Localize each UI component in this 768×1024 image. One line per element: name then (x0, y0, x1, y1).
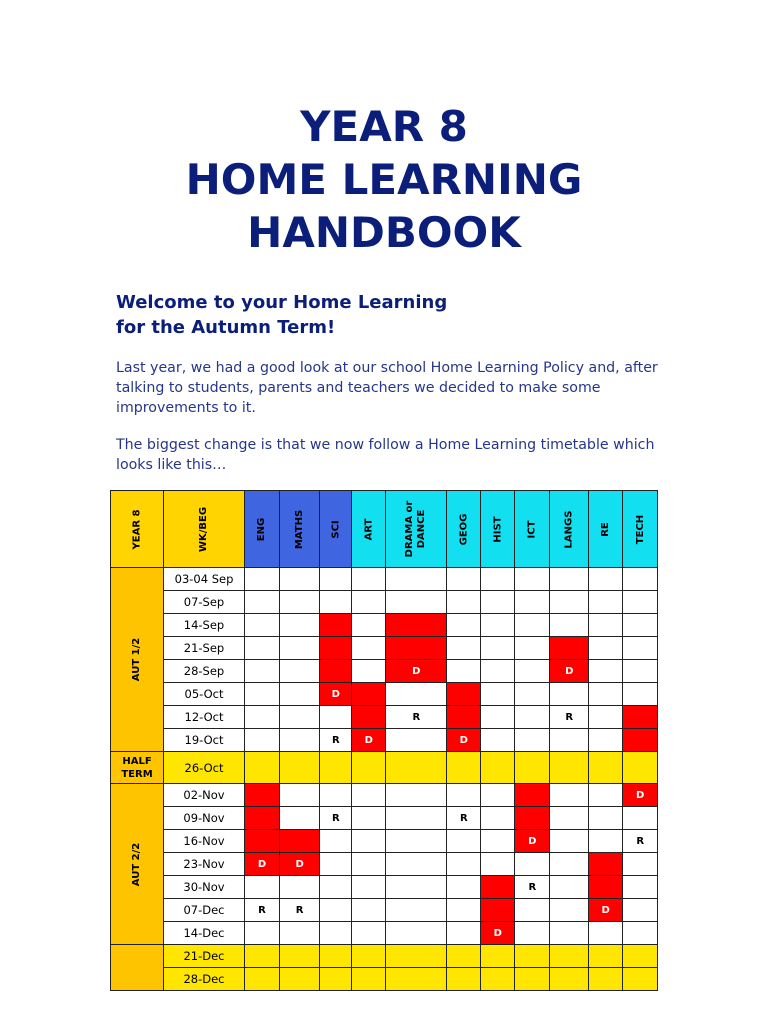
timetable-cell (623, 853, 658, 876)
timetable-cell (481, 945, 515, 968)
timetable-cell (245, 637, 280, 660)
timetable-cell (589, 591, 623, 614)
timetable-cell (447, 830, 481, 853)
timetable-cell: D (550, 660, 589, 683)
timetable-cell (481, 568, 515, 591)
timetable-cell (550, 614, 589, 637)
timetable-cell: D (386, 660, 447, 683)
welcome-heading-line-2: for the Autumn Term! (116, 317, 336, 338)
timetable-cell (550, 853, 589, 876)
timetable-body (111, 491, 658, 991)
week-date-cell: 21-Dec (164, 945, 245, 968)
timetable-cell (515, 706, 550, 729)
timetable-cell (623, 899, 658, 922)
timetable-cell (481, 968, 515, 991)
timetable-cell (352, 568, 386, 591)
week-date-cell: 05-Oct (164, 683, 245, 706)
timetable-cell: D (481, 922, 515, 945)
timetable-row (111, 968, 658, 991)
timetable-row (111, 637, 658, 660)
timetable-cell (447, 637, 481, 660)
timetable-cell (550, 876, 589, 899)
timetable-cell: R (245, 899, 280, 922)
timetable-cell (550, 591, 589, 614)
timetable-cell (589, 637, 623, 660)
timetable-cell (589, 968, 623, 991)
timetable-cell (352, 876, 386, 899)
timetable-cell (623, 752, 658, 784)
timetable-cell (280, 683, 320, 706)
subject-header-sci (320, 491, 352, 568)
timetable-cell (515, 729, 550, 752)
timetable-cell (447, 660, 481, 683)
timetable-cell (589, 922, 623, 945)
timetable-cell (386, 614, 447, 637)
timetable-cell (245, 922, 280, 945)
half-term-label-1: HALF (122, 755, 152, 767)
timetable-cell (550, 729, 589, 752)
timetable-cell: R (386, 706, 447, 729)
timetable-cell (623, 922, 658, 945)
timetable-cell: R (320, 729, 352, 752)
timetable-cell: D (352, 729, 386, 752)
timetable-cell (352, 591, 386, 614)
subject-label: ICT (526, 520, 538, 538)
half-term-label-2: TERM (121, 768, 153, 780)
timetable-cell: R (447, 807, 481, 830)
timetable-row (111, 568, 658, 591)
timetable-cell (515, 922, 550, 945)
timetable-cell (352, 752, 386, 784)
timetable-cell (515, 752, 550, 784)
timetable-row (111, 729, 658, 752)
timetable-cell (280, 807, 320, 830)
week-date-cell: 30-Nov (164, 876, 245, 899)
timetable-cell (589, 568, 623, 591)
subject-header-maths (280, 491, 320, 568)
subject-header-geog (447, 491, 481, 568)
week-date-cell: 21-Sep (164, 637, 245, 660)
timetable-cell (320, 591, 352, 614)
timetable-cell (386, 568, 447, 591)
timetable-cell (280, 614, 320, 637)
timetable-cell (515, 853, 550, 876)
timetable-cell (320, 568, 352, 591)
timetable-cell (515, 899, 550, 922)
subject-label: SCI (330, 519, 342, 539)
timetable-cell (386, 683, 447, 706)
week-date-cell: 26-Oct (164, 752, 245, 784)
subject-header-drama-or-dance (386, 491, 447, 568)
timetable-cell (320, 614, 352, 637)
subject-label: DRAMA or DANCE (404, 500, 428, 558)
term-aut2-label: AUT 2/2 (131, 842, 143, 886)
timetable-cell (245, 683, 280, 706)
subject-label: MATHS (294, 509, 306, 549)
timetable-cell: R (515, 876, 550, 899)
timetable-cell (386, 876, 447, 899)
timetable-cell (320, 706, 352, 729)
subject-header-tech (623, 491, 658, 568)
week-date-cell: 03-04 Sep (164, 568, 245, 591)
timetable-cell (280, 876, 320, 899)
timetable-cell (623, 945, 658, 968)
timetable-cell (352, 830, 386, 853)
timetable-cell (515, 807, 550, 830)
timetable-cell (245, 968, 280, 991)
timetable-row (111, 706, 658, 729)
welcome-heading-line-1: Welcome to your Home Learning (116, 292, 448, 313)
timetable-cell (589, 752, 623, 784)
subject-header-eng (245, 491, 280, 568)
timetable-cell: D (515, 830, 550, 853)
timetable-cell (481, 683, 515, 706)
timetable-cell (515, 945, 550, 968)
timetable-cell (386, 807, 447, 830)
timetable-row (111, 784, 658, 807)
timetable-cell (550, 830, 589, 853)
timetable-cell (589, 784, 623, 807)
timetable-row (111, 876, 658, 899)
subject-label: HIST (492, 515, 504, 543)
timetable-cell (623, 637, 658, 660)
week-date-cell: 28-Dec (164, 968, 245, 991)
timetable-row (111, 899, 658, 922)
timetable-cell (245, 660, 280, 683)
timetable-cell (515, 591, 550, 614)
timetable-cell (352, 660, 386, 683)
week-date-cell: 12-Oct (164, 706, 245, 729)
timetable-row (111, 945, 658, 968)
timetable-cell (386, 830, 447, 853)
timetable-cell (352, 968, 386, 991)
timetable-row (111, 614, 658, 637)
year-label: YEAR 8 (131, 509, 143, 549)
timetable-cell (515, 683, 550, 706)
timetable-cell (623, 706, 658, 729)
timetable-cell (481, 660, 515, 683)
timetable-cell (481, 899, 515, 922)
subject-header-re (589, 491, 623, 568)
timetable-cell: D (320, 683, 352, 706)
week-date-cell: 14-Sep (164, 614, 245, 637)
subject-header-art (352, 491, 386, 568)
term-aut2-cell (111, 784, 164, 945)
timetable-cell (550, 752, 589, 784)
timetable-cell (447, 683, 481, 706)
timetable-cell (280, 568, 320, 591)
timetable-cell (245, 729, 280, 752)
timetable-cell (447, 706, 481, 729)
subject-label: RE (600, 521, 612, 537)
subject-label: ENG (256, 517, 268, 541)
timetable-cell (515, 568, 550, 591)
timetable-cell: R (280, 899, 320, 922)
timetable-cell: D (447, 729, 481, 752)
timetable-cell (386, 899, 447, 922)
subject-label: GEOG (458, 513, 470, 545)
timetable-cell (481, 614, 515, 637)
timetable-cell (320, 876, 352, 899)
week-date-cell: 02-Nov (164, 784, 245, 807)
timetable-cell (386, 945, 447, 968)
subject-label: ART (363, 518, 375, 540)
timetable-cell (280, 968, 320, 991)
home-learning-timetable (110, 490, 658, 991)
timetable-cell (589, 945, 623, 968)
timetable-cell (280, 637, 320, 660)
timetable-cell (550, 683, 589, 706)
week-header-cell (164, 491, 245, 568)
timetable-cell (447, 752, 481, 784)
timetable-cell (589, 706, 623, 729)
timetable-row (111, 591, 658, 614)
timetable-row (111, 660, 658, 683)
subject-label: LANGS (563, 510, 575, 548)
timetable-cell: D (245, 853, 280, 876)
week-date-cell: 09-Nov (164, 807, 245, 830)
timetable-cell (280, 660, 320, 683)
timetable-cell (320, 660, 352, 683)
timetable-cell (447, 899, 481, 922)
timetable-cell (352, 784, 386, 807)
timetable-cell (623, 683, 658, 706)
timetable-cell (589, 830, 623, 853)
timetable-cell (386, 729, 447, 752)
timetable-cell (481, 830, 515, 853)
subject-label: TECH (634, 514, 646, 544)
week-date-cell: 07-Dec (164, 899, 245, 922)
timetable-intro-paragraph: The biggest change is that we now follow a Home Learning timetable which looks like this… (116, 437, 655, 473)
timetable-cell (320, 968, 352, 991)
timetable-cell (245, 876, 280, 899)
timetable-cell (481, 729, 515, 752)
timetable-cell: D (623, 784, 658, 807)
timetable-cell (245, 784, 280, 807)
timetable-cell (320, 853, 352, 876)
timetable-cell (623, 807, 658, 830)
timetable-cell (515, 660, 550, 683)
timetable-cell (550, 945, 589, 968)
timetable-cell (515, 784, 550, 807)
timetable-cell (447, 853, 481, 876)
timetable-cell (352, 899, 386, 922)
year-header-cell (111, 491, 164, 568)
timetable-cell (352, 945, 386, 968)
timetable-cell (481, 876, 515, 899)
timetable-cell (245, 568, 280, 591)
timetable-cell (481, 752, 515, 784)
timetable-cell (352, 807, 386, 830)
timetable-cell (352, 706, 386, 729)
timetable-cell (589, 614, 623, 637)
timetable-cell (280, 591, 320, 614)
timetable-cell (245, 614, 280, 637)
timetable-cell (245, 945, 280, 968)
timetable-cell (447, 591, 481, 614)
welcome-heading (116, 290, 676, 340)
timetable-cell: R (320, 807, 352, 830)
timetable-cell (280, 729, 320, 752)
week-date-cell: 16-Nov (164, 830, 245, 853)
timetable-cell (550, 637, 589, 660)
timetable-row (111, 683, 658, 706)
week-date-cell: 23-Nov (164, 853, 245, 876)
timetable-row (111, 830, 658, 853)
timetable-cell (280, 922, 320, 945)
week-date-cell: 14-Dec (164, 922, 245, 945)
timetable-cell (386, 752, 447, 784)
timetable-cell: D (589, 899, 623, 922)
week-label: WK/BEG (198, 506, 210, 552)
timetable-cell: D (280, 853, 320, 876)
timetable-cell (447, 614, 481, 637)
timetable-row (111, 922, 658, 945)
timetable-row (111, 752, 658, 784)
timetable-cell (280, 945, 320, 968)
timetable-cell (320, 784, 352, 807)
holiday-term-cell (111, 945, 164, 991)
timetable-cell (320, 899, 352, 922)
timetable-cell (481, 706, 515, 729)
timetable-cell (550, 784, 589, 807)
timetable-cell (320, 945, 352, 968)
timetable-cell (589, 876, 623, 899)
half-term-cell (111, 752, 164, 784)
timetable-cell (386, 853, 447, 876)
timetable-cell (352, 922, 386, 945)
timetable-cell (550, 568, 589, 591)
timetable-cell (515, 614, 550, 637)
timetable-cell (352, 637, 386, 660)
term-aut1-label: AUT 1/2 (131, 637, 143, 682)
title-line-2: HOME LEARNING (185, 155, 583, 204)
timetable-cell (352, 853, 386, 876)
timetable-cell (623, 568, 658, 591)
timetable-cell (623, 591, 658, 614)
timetable-cell (280, 752, 320, 784)
timetable-header-row (111, 491, 658, 568)
timetable-cell (550, 968, 589, 991)
timetable-cell (245, 752, 280, 784)
timetable-cell (447, 922, 481, 945)
timetable-cell (515, 637, 550, 660)
timetable-cell (447, 945, 481, 968)
timetable-cell (386, 784, 447, 807)
timetable-cell (623, 660, 658, 683)
timetable-cell (386, 637, 447, 660)
subject-header-ict (515, 491, 550, 568)
timetable-cell: R (550, 706, 589, 729)
timetable-row (111, 853, 658, 876)
timetable-cell (320, 830, 352, 853)
timetable-cell (386, 591, 447, 614)
timetable-cell (245, 591, 280, 614)
timetable-cell (623, 729, 658, 752)
timetable-cell (623, 968, 658, 991)
timetable-cell (481, 784, 515, 807)
timetable-cell (623, 614, 658, 637)
timetable-cell (352, 614, 386, 637)
timetable-cell (481, 637, 515, 660)
timetable-cell (550, 807, 589, 830)
handbook-title (0, 100, 768, 259)
timetable-cell (515, 968, 550, 991)
timetable-cell (386, 922, 447, 945)
timetable-cell (623, 876, 658, 899)
week-date-cell: 28-Sep (164, 660, 245, 683)
week-date-cell: 07-Sep (164, 591, 245, 614)
timetable-cell: R (623, 830, 658, 853)
timetable-cell (550, 899, 589, 922)
timetable-cell (320, 637, 352, 660)
timetable-cell (320, 752, 352, 784)
week-date-cell: 19-Oct (164, 729, 245, 752)
timetable-row (111, 807, 658, 830)
title-line-1: YEAR 8 (300, 102, 468, 151)
timetable-cell (447, 968, 481, 991)
timetable-cell (550, 922, 589, 945)
subject-header-langs (550, 491, 589, 568)
subject-header-hist (481, 491, 515, 568)
timetable-cell (447, 568, 481, 591)
timetable-cell (245, 807, 280, 830)
timetable-cell (447, 876, 481, 899)
timetable-cell (589, 729, 623, 752)
timetable-cell (280, 830, 320, 853)
timetable-cell (447, 784, 481, 807)
timetable-cell (589, 807, 623, 830)
timetable-cell (245, 706, 280, 729)
intro-paragraph: Last year, we had a good look at our school Home Learning Policy and, after talking to students, parents and teachers we decided to make some improvements to it. (116, 360, 658, 416)
timetable-cell (280, 784, 320, 807)
timetable-cell (589, 660, 623, 683)
timetable-cell (280, 706, 320, 729)
timetable-cell (320, 922, 352, 945)
timetable-cell (589, 853, 623, 876)
timetable-cell (589, 683, 623, 706)
title-line-3: HANDBOOK (247, 208, 521, 257)
timetable-cell (352, 683, 386, 706)
timetable-cell (481, 807, 515, 830)
timetable-cell (245, 830, 280, 853)
timetable-cell (481, 591, 515, 614)
timetable-cell (481, 853, 515, 876)
term-aut1-cell (111, 568, 164, 752)
timetable-cell (386, 968, 447, 991)
